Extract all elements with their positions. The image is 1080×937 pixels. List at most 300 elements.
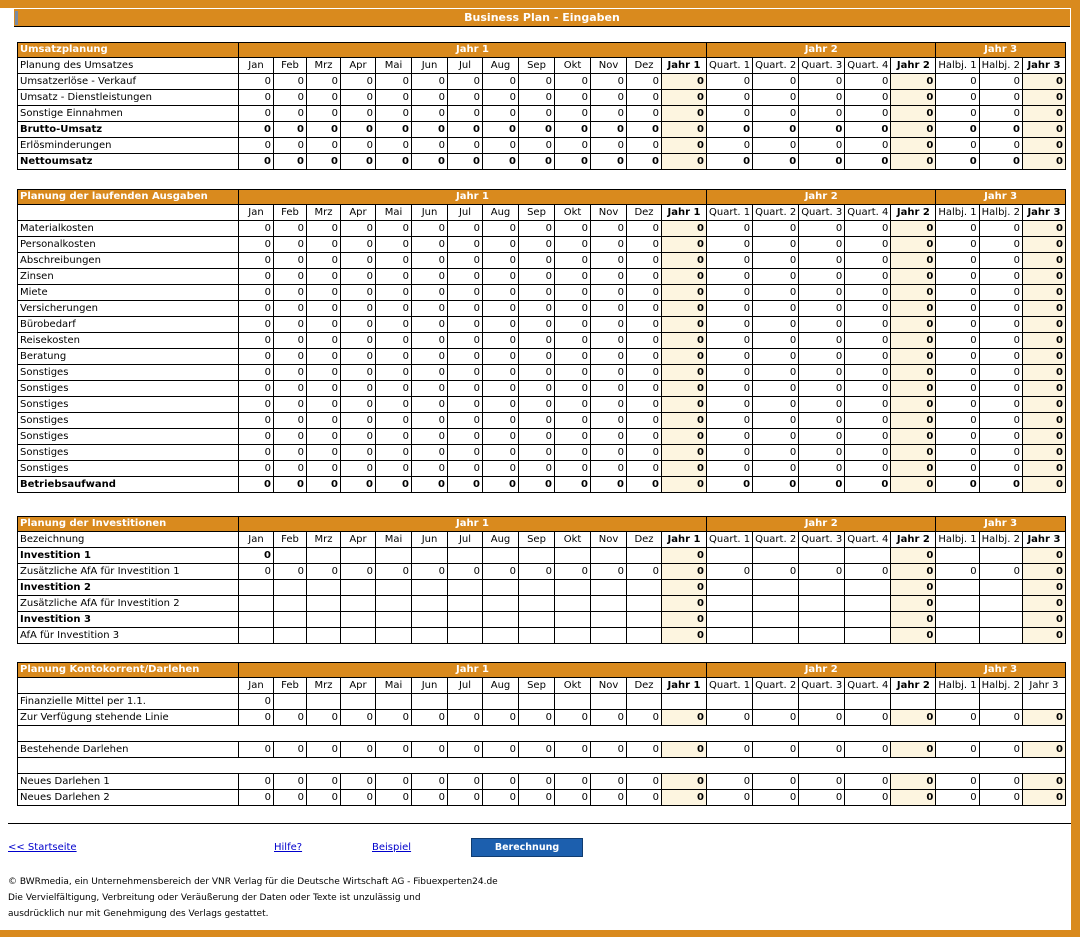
- input-cell[interactable]: 0: [341, 74, 376, 90]
- input-cell[interactable]: 0: [799, 564, 845, 580]
- input-cell[interactable]: 0: [448, 710, 483, 726]
- input-cell[interactable]: 0: [753, 237, 799, 253]
- input-cell[interactable]: 0: [376, 138, 412, 154]
- input-cell[interactable]: 0: [483, 74, 519, 90]
- input-cell[interactable]: 0: [555, 429, 591, 445]
- input-cell[interactable]: 0: [799, 269, 845, 285]
- input-cell[interactable]: 0: [845, 381, 891, 397]
- input-cell[interactable]: 0: [307, 710, 341, 726]
- input-cell[interactable]: 0: [341, 461, 376, 477]
- input-cell[interactable]: 0: [239, 74, 274, 90]
- input-cell[interactable]: 0: [591, 445, 627, 461]
- input-cell[interactable]: 0: [483, 710, 519, 726]
- input-cell[interactable]: 0: [412, 445, 448, 461]
- input-cell[interactable]: 0: [274, 774, 307, 790]
- input-cell[interactable]: 0: [936, 221, 979, 237]
- input-cell[interactable]: 0: [799, 138, 845, 154]
- input-cell[interactable]: 0: [483, 397, 519, 413]
- input-cell[interactable]: 0: [519, 74, 555, 90]
- input-cell[interactable]: 0: [448, 381, 483, 397]
- input-cell[interactable]: 0: [448, 285, 483, 301]
- input-cell[interactable]: 0: [274, 564, 307, 580]
- input-cell[interactable]: 0: [274, 397, 307, 413]
- input-cell[interactable]: 0: [448, 253, 483, 269]
- input-cell[interactable]: 0: [979, 564, 1022, 580]
- input-cell[interactable]: 0: [936, 285, 979, 301]
- input-cell[interactable]: 0: [707, 413, 753, 429]
- input-cell[interactable]: 0: [591, 349, 627, 365]
- input-cell[interactable]: 0: [979, 365, 1022, 381]
- input-cell[interactable]: 0: [753, 381, 799, 397]
- input-cell[interactable]: 0: [845, 477, 891, 493]
- input-cell[interactable]: 0: [519, 138, 555, 154]
- input-cell[interactable]: 0: [799, 122, 845, 138]
- input-cell[interactable]: 0: [483, 381, 519, 397]
- input-cell[interactable]: 0: [239, 413, 274, 429]
- input-cell[interactable]: 0: [845, 790, 891, 806]
- input-cell[interactable]: 0: [376, 365, 412, 381]
- input-cell[interactable]: 0: [483, 106, 519, 122]
- input-cell[interactable]: 0: [307, 365, 341, 381]
- input-cell[interactable]: 0: [412, 790, 448, 806]
- input-cell[interactable]: 0: [376, 253, 412, 269]
- input-cell[interactable]: 0: [519, 154, 555, 170]
- input-cell[interactable]: 0: [799, 154, 845, 170]
- input-cell[interactable]: 0: [753, 106, 799, 122]
- input-cell[interactable]: 0: [483, 461, 519, 477]
- input-cell[interactable]: 0: [519, 301, 555, 317]
- input-cell[interactable]: 0: [239, 253, 274, 269]
- input-cell[interactable]: 0: [799, 790, 845, 806]
- input-cell[interactable]: 0: [376, 90, 412, 106]
- input-cell[interactable]: 0: [341, 742, 376, 758]
- input-cell[interactable]: 0: [274, 90, 307, 106]
- input-cell[interactable]: 0: [707, 742, 753, 758]
- input-cell[interactable]: 0: [412, 397, 448, 413]
- input-cell[interactable]: 0: [483, 445, 519, 461]
- input-cell[interactable]: 0: [519, 106, 555, 122]
- input-cell[interactable]: 0: [555, 742, 591, 758]
- input-cell[interactable]: 0: [627, 122, 662, 138]
- input-cell[interactable]: 0: [341, 365, 376, 381]
- input-cell[interactable]: 0: [376, 461, 412, 477]
- input-cell[interactable]: 0: [483, 301, 519, 317]
- input-cell[interactable]: 0: [555, 381, 591, 397]
- input-cell[interactable]: 0: [307, 397, 341, 413]
- input-cell[interactable]: 0: [845, 742, 891, 758]
- input-cell[interactable]: 0: [799, 413, 845, 429]
- input-cell[interactable]: 0: [274, 237, 307, 253]
- input-cell[interactable]: 0: [627, 397, 662, 413]
- input-cell[interactable]: 0: [483, 285, 519, 301]
- input-cell[interactable]: 0: [555, 154, 591, 170]
- input-cell[interactable]: 0: [591, 742, 627, 758]
- input-cell[interactable]: 0: [239, 564, 274, 580]
- input-cell[interactable]: 0: [555, 333, 591, 349]
- input-cell[interactable]: 0: [979, 790, 1022, 806]
- input-cell[interactable]: 0: [936, 564, 979, 580]
- input-cell[interactable]: 0: [753, 74, 799, 90]
- input-cell[interactable]: 0: [591, 106, 627, 122]
- input-cell[interactable]: 0: [936, 429, 979, 445]
- input-cell[interactable]: 0: [936, 461, 979, 477]
- input-cell[interactable]: 0: [979, 477, 1022, 493]
- input-cell[interactable]: 0: [448, 237, 483, 253]
- input-cell[interactable]: 0: [753, 221, 799, 237]
- input-cell[interactable]: 0: [591, 138, 627, 154]
- input-cell[interactable]: 0: [707, 253, 753, 269]
- input-cell[interactable]: 0: [483, 564, 519, 580]
- input-cell[interactable]: 0: [376, 301, 412, 317]
- input-cell[interactable]: 0: [483, 333, 519, 349]
- input-cell[interactable]: 0: [555, 269, 591, 285]
- input-cell[interactable]: 0: [341, 790, 376, 806]
- input-cell[interactable]: 0: [448, 90, 483, 106]
- input-cell[interactable]: 0: [376, 790, 412, 806]
- input-cell[interactable]: 0: [845, 122, 891, 138]
- input-cell[interactable]: 0: [274, 333, 307, 349]
- input-cell[interactable]: 0: [412, 413, 448, 429]
- input-cell[interactable]: 0: [483, 365, 519, 381]
- input-cell[interactable]: 0: [555, 710, 591, 726]
- input-cell[interactable]: 0: [376, 774, 412, 790]
- input-cell[interactable]: 0: [376, 381, 412, 397]
- input-cell[interactable]: 0: [555, 349, 591, 365]
- input-cell[interactable]: 0: [799, 253, 845, 269]
- input-cell[interactable]: 0: [274, 413, 307, 429]
- input-cell[interactable]: 0: [979, 397, 1022, 413]
- input-cell[interactable]: 0: [376, 122, 412, 138]
- input-cell[interactable]: 0: [239, 477, 274, 493]
- input-cell[interactable]: 0: [448, 365, 483, 381]
- input-cell[interactable]: 0: [239, 333, 274, 349]
- input-cell[interactable]: 0: [239, 790, 274, 806]
- input-cell[interactable]: 0: [448, 122, 483, 138]
- input-cell[interactable]: 0: [936, 790, 979, 806]
- input-cell[interactable]: 0: [483, 237, 519, 253]
- input-cell[interactable]: 0: [341, 154, 376, 170]
- input-cell[interactable]: 0: [555, 106, 591, 122]
- input-cell[interactable]: 0: [707, 477, 753, 493]
- input-cell[interactable]: 0: [979, 253, 1022, 269]
- input-cell[interactable]: 0: [376, 710, 412, 726]
- input-cell[interactable]: 0: [707, 790, 753, 806]
- input-cell[interactable]: 0: [753, 365, 799, 381]
- input-cell[interactable]: 0: [307, 564, 341, 580]
- input-cell[interactable]: 0: [239, 106, 274, 122]
- input-cell[interactable]: 0: [627, 154, 662, 170]
- input-cell[interactable]: 0: [376, 269, 412, 285]
- input-cell[interactable]: 0: [979, 461, 1022, 477]
- input-cell[interactable]: 0: [627, 237, 662, 253]
- input-cell[interactable]: 0: [341, 90, 376, 106]
- input-cell[interactable]: 0: [799, 106, 845, 122]
- input-cell[interactable]: 0: [799, 301, 845, 317]
- input-cell[interactable]: 0: [936, 122, 979, 138]
- input-cell[interactable]: 0: [519, 710, 555, 726]
- input-cell[interactable]: 0: [448, 445, 483, 461]
- input-cell[interactable]: 0: [627, 429, 662, 445]
- input-cell[interactable]: 0: [936, 317, 979, 333]
- input-cell[interactable]: 0: [239, 742, 274, 758]
- input-cell[interactable]: 0: [799, 74, 845, 90]
- input-cell[interactable]: 0: [555, 237, 591, 253]
- input-cell[interactable]: 0: [376, 317, 412, 333]
- input-cell[interactable]: 0: [753, 333, 799, 349]
- input-cell[interactable]: 0: [845, 333, 891, 349]
- input-cell[interactable]: 0: [845, 221, 891, 237]
- input-cell[interactable]: 0: [307, 138, 341, 154]
- input-cell[interactable]: 0: [448, 269, 483, 285]
- input-cell[interactable]: 0: [707, 301, 753, 317]
- input-cell[interactable]: 0: [627, 710, 662, 726]
- input-cell[interactable]: 0: [555, 413, 591, 429]
- input-cell[interactable]: 0: [307, 413, 341, 429]
- input-cell[interactable]: 0: [845, 349, 891, 365]
- input-cell[interactable]: 0: [936, 301, 979, 317]
- calculate-button[interactable]: Berechnung: [471, 838, 583, 857]
- input-cell[interactable]: 0: [591, 285, 627, 301]
- input-cell[interactable]: 0: [845, 445, 891, 461]
- input-cell[interactable]: [519, 548, 555, 564]
- input-cell[interactable]: 0: [307, 381, 341, 397]
- input-cell[interactable]: 0: [799, 429, 845, 445]
- input-cell[interactable]: 0: [707, 90, 753, 106]
- input-cell[interactable]: 0: [412, 122, 448, 138]
- input-cell[interactable]: 0: [591, 253, 627, 269]
- input-cell[interactable]: 0: [627, 365, 662, 381]
- input-cell[interactable]: 0: [979, 122, 1022, 138]
- input-cell[interactable]: 0: [591, 122, 627, 138]
- input-cell[interactable]: 0: [936, 381, 979, 397]
- input-cell[interactable]: 0: [753, 154, 799, 170]
- input-cell[interactable]: 0: [239, 154, 274, 170]
- input-cell[interactable]: 0: [799, 381, 845, 397]
- input-cell[interactable]: 0: [448, 317, 483, 333]
- help-link[interactable]: Hilfe?: [274, 842, 303, 853]
- input-cell[interactable]: 0: [845, 317, 891, 333]
- input-cell[interactable]: 0: [627, 445, 662, 461]
- input-cell[interactable]: 0: [274, 790, 307, 806]
- input-cell[interactable]: 0: [555, 122, 591, 138]
- input-cell[interactable]: 0: [845, 413, 891, 429]
- input-cell[interactable]: 0: [448, 74, 483, 90]
- input-cell[interactable]: 0: [376, 477, 412, 493]
- input-cell[interactable]: 0: [307, 477, 341, 493]
- input-cell[interactable]: 0: [845, 237, 891, 253]
- input-cell[interactable]: 0: [799, 477, 845, 493]
- input-cell[interactable]: 0: [799, 710, 845, 726]
- input-cell[interactable]: 0: [799, 221, 845, 237]
- input-cell[interactable]: 0: [627, 317, 662, 333]
- input-cell[interactable]: 0: [707, 317, 753, 333]
- input-cell[interactable]: 0: [341, 349, 376, 365]
- input-cell[interactable]: 0: [448, 301, 483, 317]
- input-cell[interactable]: 0: [341, 774, 376, 790]
- input-cell[interactable]: 0: [519, 253, 555, 269]
- input-cell[interactable]: 0: [519, 365, 555, 381]
- input-cell[interactable]: [845, 548, 891, 564]
- input-cell[interactable]: 0: [627, 413, 662, 429]
- input-cell[interactable]: 0: [799, 397, 845, 413]
- input-cell[interactable]: 0: [707, 774, 753, 790]
- input-cell[interactable]: 0: [519, 349, 555, 365]
- input-cell[interactable]: 0: [845, 429, 891, 445]
- input-cell[interactable]: 0: [341, 269, 376, 285]
- input-cell[interactable]: 0: [341, 333, 376, 349]
- input-cell[interactable]: 0: [979, 710, 1022, 726]
- input-cell[interactable]: 0: [591, 461, 627, 477]
- input-cell[interactable]: 0: [979, 774, 1022, 790]
- input-cell[interactable]: 0: [274, 742, 307, 758]
- input-cell[interactable]: 0: [799, 317, 845, 333]
- input-cell[interactable]: 0: [239, 694, 274, 710]
- input-cell[interactable]: 0: [519, 790, 555, 806]
- input-cell[interactable]: 0: [412, 106, 448, 122]
- input-cell[interactable]: 0: [555, 397, 591, 413]
- input-cell[interactable]: 0: [979, 154, 1022, 170]
- input-cell[interactable]: 0: [376, 349, 412, 365]
- input-cell[interactable]: 0: [979, 138, 1022, 154]
- input-cell[interactable]: 0: [341, 301, 376, 317]
- input-cell[interactable]: 0: [448, 429, 483, 445]
- input-cell[interactable]: 0: [274, 221, 307, 237]
- input-cell[interactable]: 0: [519, 381, 555, 397]
- input-cell[interactable]: 0: [274, 285, 307, 301]
- input-cell[interactable]: 0: [936, 413, 979, 429]
- input-cell[interactable]: 0: [845, 397, 891, 413]
- input-cell[interactable]: 0: [707, 564, 753, 580]
- input-cell[interactable]: 0: [627, 253, 662, 269]
- input-cell[interactable]: 0: [448, 477, 483, 493]
- input-cell[interactable]: 0: [979, 106, 1022, 122]
- input-cell[interactable]: 0: [979, 301, 1022, 317]
- input-cell[interactable]: 0: [376, 154, 412, 170]
- input-cell[interactable]: 0: [627, 138, 662, 154]
- input-cell[interactable]: 0: [483, 253, 519, 269]
- input-cell[interactable]: 0: [627, 564, 662, 580]
- input-cell[interactable]: 0: [519, 397, 555, 413]
- input-cell[interactable]: 0: [753, 349, 799, 365]
- input-cell[interactable]: 0: [845, 461, 891, 477]
- input-cell[interactable]: 0: [627, 742, 662, 758]
- input-cell[interactable]: 0: [753, 790, 799, 806]
- input-cell[interactable]: 0: [483, 429, 519, 445]
- input-cell[interactable]: 0: [412, 381, 448, 397]
- input-cell[interactable]: 0: [274, 349, 307, 365]
- input-cell[interactable]: 0: [341, 138, 376, 154]
- input-cell[interactable]: 0: [707, 122, 753, 138]
- input-cell[interactable]: 0: [936, 333, 979, 349]
- input-cell[interactable]: 0: [627, 461, 662, 477]
- input-cell[interactable]: 0: [483, 269, 519, 285]
- input-cell[interactable]: 0: [845, 774, 891, 790]
- input-cell[interactable]: 0: [555, 445, 591, 461]
- input-cell[interactable]: 0: [936, 349, 979, 365]
- input-cell[interactable]: 0: [591, 413, 627, 429]
- input-cell[interactable]: 0: [274, 106, 307, 122]
- input-cell[interactable]: 0: [799, 349, 845, 365]
- input-cell[interactable]: 0: [412, 710, 448, 726]
- input-cell[interactable]: 0: [845, 106, 891, 122]
- input-cell[interactable]: [412, 548, 448, 564]
- input-cell[interactable]: 0: [376, 429, 412, 445]
- input-cell[interactable]: 0: [555, 365, 591, 381]
- input-cell[interactable]: 0: [979, 317, 1022, 333]
- input-cell[interactable]: 0: [707, 333, 753, 349]
- input-cell[interactable]: 0: [845, 710, 891, 726]
- input-cell[interactable]: 0: [274, 710, 307, 726]
- input-cell[interactable]: 0: [936, 253, 979, 269]
- input-cell[interactable]: 0: [239, 381, 274, 397]
- input-cell[interactable]: 0: [448, 397, 483, 413]
- input-cell[interactable]: 0: [753, 317, 799, 333]
- input-cell[interactable]: 0: [627, 349, 662, 365]
- input-cell[interactable]: 0: [274, 253, 307, 269]
- input-cell[interactable]: 0: [591, 381, 627, 397]
- input-cell[interactable]: 0: [483, 317, 519, 333]
- input-cell[interactable]: 0: [307, 774, 341, 790]
- input-cell[interactable]: 0: [448, 349, 483, 365]
- input-cell[interactable]: 0: [753, 90, 799, 106]
- input-cell[interactable]: 0: [307, 790, 341, 806]
- input-cell[interactable]: 0: [845, 301, 891, 317]
- input-cell[interactable]: 0: [412, 285, 448, 301]
- input-cell[interactable]: 0: [376, 742, 412, 758]
- input-cell[interactable]: 0: [555, 221, 591, 237]
- input-cell[interactable]: 0: [307, 90, 341, 106]
- input-cell[interactable]: 0: [412, 333, 448, 349]
- input-cell[interactable]: 0: [307, 742, 341, 758]
- input-cell[interactable]: 0: [799, 774, 845, 790]
- input-cell[interactable]: 0: [555, 317, 591, 333]
- input-cell[interactable]: 0: [239, 122, 274, 138]
- input-cell[interactable]: 0: [239, 397, 274, 413]
- input-cell[interactable]: 0: [591, 237, 627, 253]
- input-cell[interactable]: 0: [979, 221, 1022, 237]
- input-cell[interactable]: 0: [412, 429, 448, 445]
- input-cell[interactable]: 0: [483, 349, 519, 365]
- input-cell[interactable]: 0: [341, 397, 376, 413]
- input-cell[interactable]: 0: [555, 564, 591, 580]
- input-cell[interactable]: 0: [239, 269, 274, 285]
- input-cell[interactable]: 0: [239, 445, 274, 461]
- input-cell[interactable]: 0: [239, 461, 274, 477]
- input-cell[interactable]: 0: [627, 74, 662, 90]
- input-cell[interactable]: 0: [412, 564, 448, 580]
- input-cell[interactable]: 0: [412, 742, 448, 758]
- input-cell[interactable]: 0: [519, 413, 555, 429]
- input-cell[interactable]: 0: [979, 381, 1022, 397]
- input-cell[interactable]: 0: [448, 138, 483, 154]
- input-cell[interactable]: 0: [591, 90, 627, 106]
- input-cell[interactable]: 0: [239, 221, 274, 237]
- input-cell[interactable]: 0: [448, 106, 483, 122]
- input-cell[interactable]: 0: [979, 413, 1022, 429]
- input-cell[interactable]: 0: [799, 365, 845, 381]
- input-cell[interactable]: [448, 548, 483, 564]
- input-cell[interactable]: 0: [412, 349, 448, 365]
- input-cell[interactable]: 0: [936, 90, 979, 106]
- input-cell[interactable]: 0: [307, 122, 341, 138]
- input-cell[interactable]: 0: [483, 90, 519, 106]
- input-cell[interactable]: 0: [274, 269, 307, 285]
- input-cell[interactable]: 0: [274, 122, 307, 138]
- input-cell[interactable]: 0: [307, 253, 341, 269]
- input-cell[interactable]: 0: [627, 774, 662, 790]
- input-cell[interactable]: 0: [341, 710, 376, 726]
- input-cell[interactable]: [591, 548, 627, 564]
